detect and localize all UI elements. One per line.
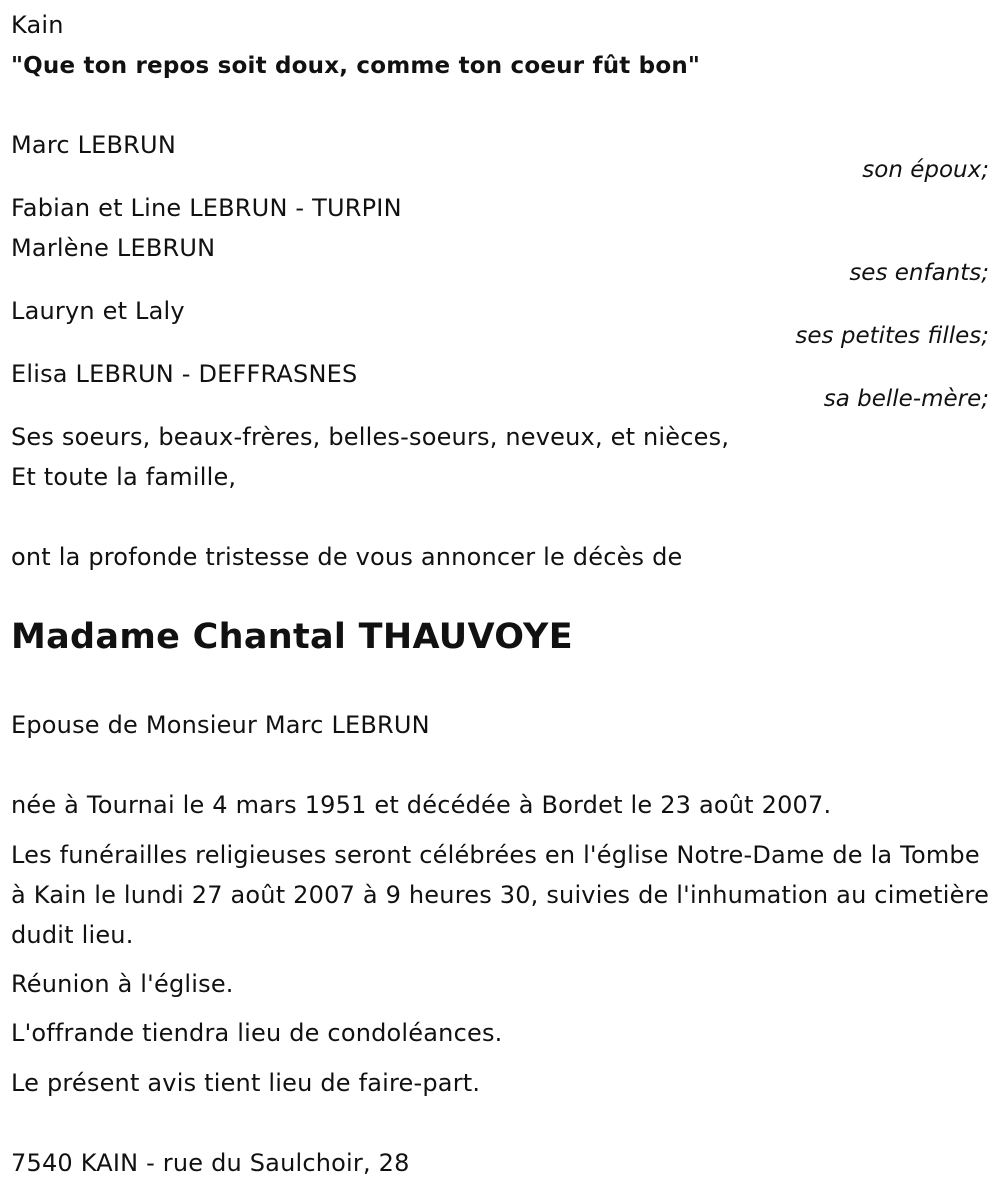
relation-spouse: son époux; [862,157,989,183]
epitaph-quote: "Que ton repos soit doux, comme ton coeur fût bon" [11,53,701,79]
address-line: 7540 KAIN - rue du Saulchoir, 28 [11,1149,410,1177]
announcement-text: ont la profonde tristesse de vous annoncer le décès de [11,543,683,571]
relation-mother-in-law: sa belle-mère; [823,386,989,412]
extended-family-line-1: Ses soeurs, beaux-frères, belles-soeurs, neveux, et nièces, [11,423,730,451]
funeral-details: Les funérailles religieuses seront célébrées en l'église Notre-Dame de la Tombe à Kain le lundi 27 août 2007 à 9 heures 30, suivies de l'inhumation au cimetière dudit lieu. [11,841,990,949]
family-name-grandchildren: Lauryn et Laly [11,297,185,325]
meeting-line: Réunion à l'église. [11,970,234,998]
offering-line: L'offrande tiendra lieu de condoléances. [11,1019,503,1047]
place-name: Kain [11,11,64,39]
relation-children: ses enfants; [849,260,989,286]
extended-family-line-2: Et toute la famille, [11,463,237,491]
notice-line: Le présent avis tient lieu de faire-part. [11,1069,481,1097]
deceased-name: Madame Chantal THAUVOYE [11,617,573,657]
family-name-spouse: Marc LEBRUN [11,131,176,159]
family-name-child-2: Marlène LEBRUN [11,234,216,262]
family-name-child-1: Fabian et Line LEBRUN - TURPIN [11,194,402,222]
relation-grandchildren: ses petites filles; [795,323,989,349]
family-name-mother-in-law: Elisa LEBRUN - DEFFRASNES [11,360,358,388]
birth-death-line: née à Tournai le 4 mars 1951 et décédée à Bordet le 23 août 2007. [11,791,832,819]
spouse-line: Epouse de Monsieur Marc LEBRUN [11,711,430,739]
